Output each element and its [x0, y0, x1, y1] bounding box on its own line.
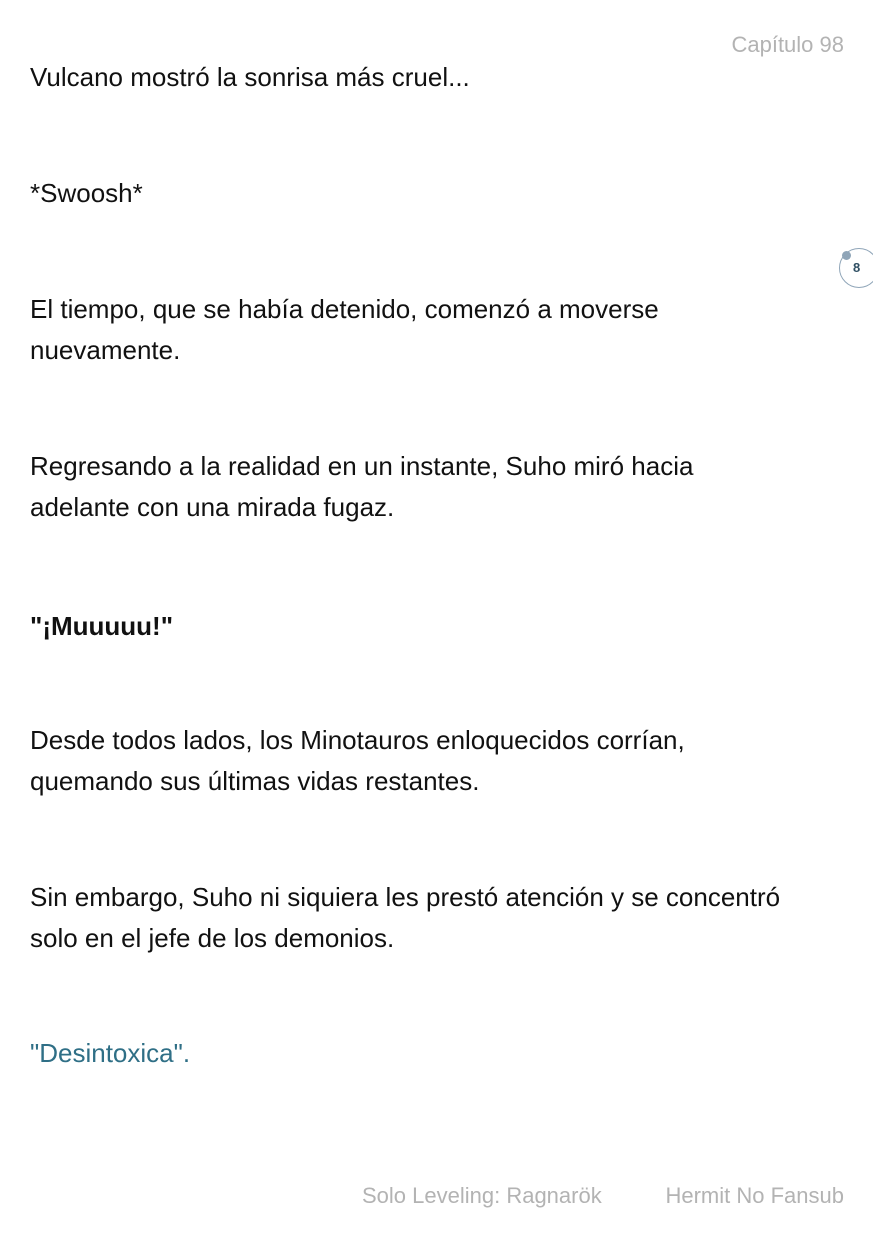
page-number: 8 — [853, 260, 861, 275]
paragraph-2: *Swoosh* — [30, 178, 143, 208]
paragraph-4: Regresando a la realidad en un instante, Suho miró hacia adelante con una mirada fugaz. — [30, 451, 694, 522]
bookmark-dot-icon — [842, 251, 851, 260]
paragraph-5: "¡Muuuuu!" — [30, 611, 174, 641]
footer-title: Solo Leveling: Ragnarök — [362, 1183, 602, 1208]
footer-translator: Hermit No Fansub — [665, 1183, 844, 1208]
paragraph-6: Desde todos lados, los Minotauros enloquecidos corrían, quemando sus últimas vidas restantes. — [30, 725, 685, 796]
paragraph-1: Vulcano mostró la sonrisa más cruel... — [30, 62, 470, 92]
paragraph-7: Sin embargo, Suho ni siquiera les prestó atención y se concentró solo en el jefe de los demonios. — [30, 882, 781, 953]
paragraph-3: El tiempo, que se había detenido, comenzó a moverse nuevamente. — [30, 294, 659, 365]
chapter-label: Capítulo 98 — [731, 32, 844, 57]
page-indicator[interactable] — [839, 248, 873, 288]
paragraph-8: "Desintoxica". — [30, 1038, 191, 1068]
